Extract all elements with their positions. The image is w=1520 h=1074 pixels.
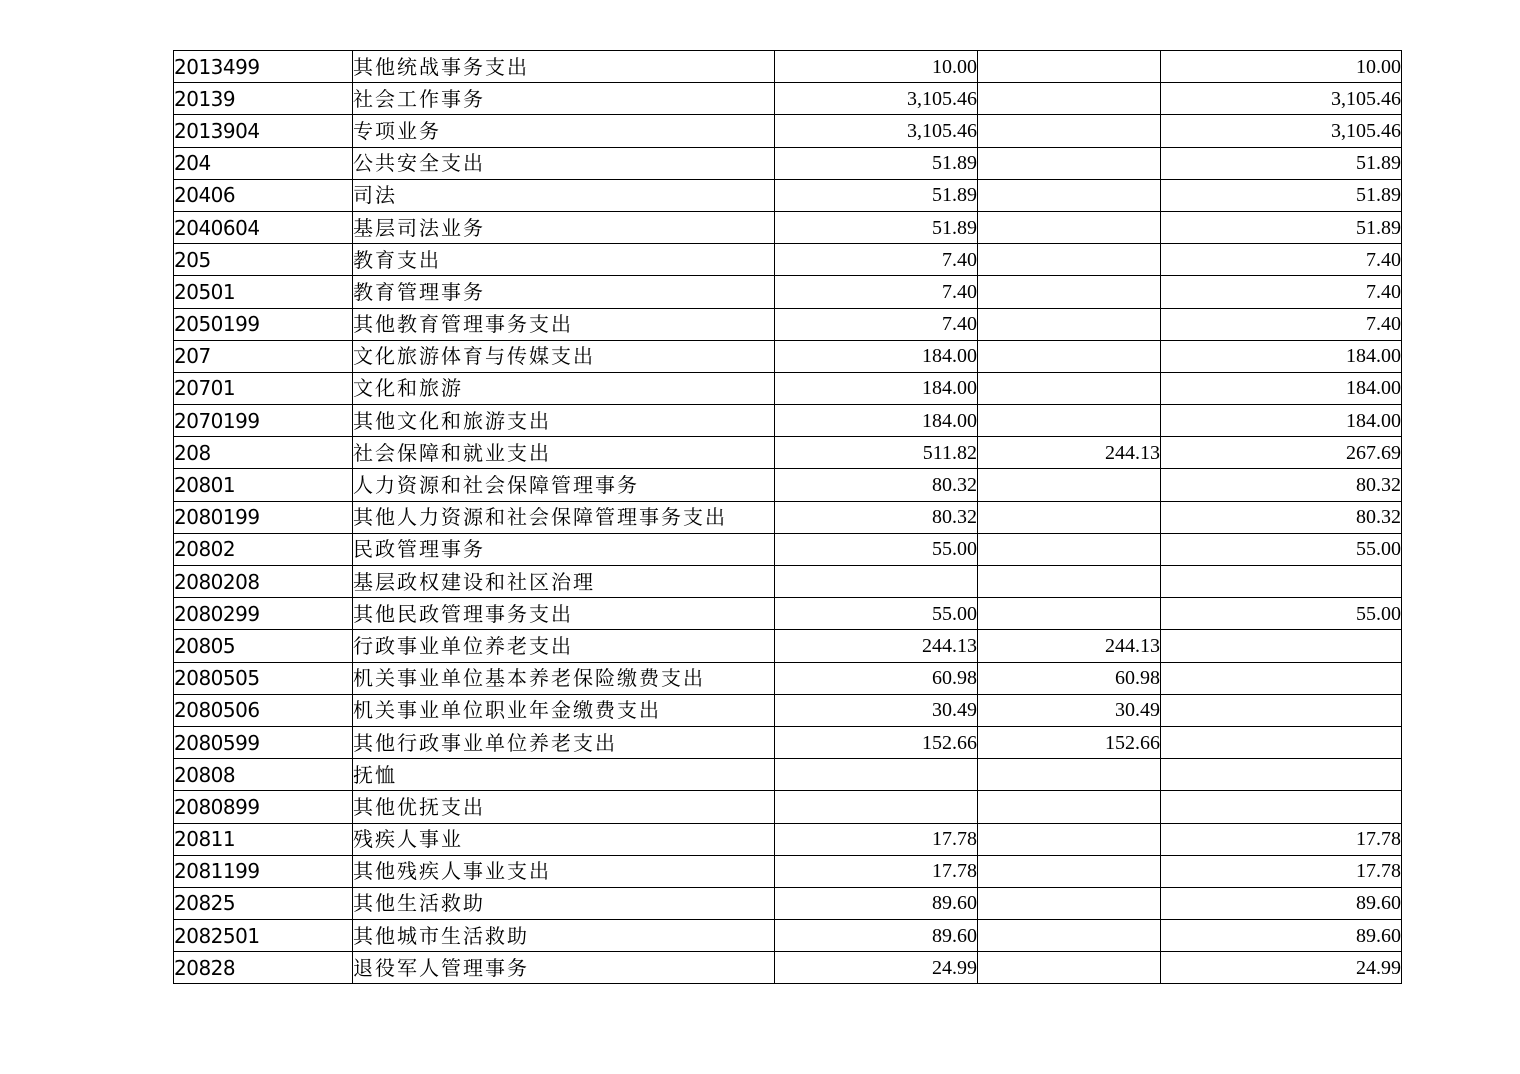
total-amount-cell: 55.00	[775, 598, 978, 630]
name-cell: 其他文化和旅游支出	[353, 405, 775, 437]
name-cell: 民政管理事务	[353, 533, 775, 565]
table-row	[174, 533, 1402, 565]
project-expenditure-cell	[1161, 791, 1402, 823]
name-cell: 行政事业单位养老支出	[353, 630, 775, 662]
project-expenditure-cell: 80.32	[1161, 469, 1402, 501]
table-row	[174, 51, 1402, 83]
table-row	[174, 566, 1402, 598]
table-row	[174, 662, 1402, 694]
table-row	[174, 179, 1402, 211]
basic-expenditure-cell	[978, 791, 1161, 823]
project-expenditure-cell	[1161, 630, 1402, 662]
code-cell: 2082501	[174, 920, 353, 952]
project-expenditure-cell: 89.60	[1161, 920, 1402, 952]
table-row	[174, 855, 1402, 887]
basic-expenditure-cell	[978, 759, 1161, 791]
total-amount-cell: 3,105.46	[775, 115, 978, 147]
name-cell: 基层司法业务	[353, 211, 775, 243]
code-cell: 2080299	[174, 598, 353, 630]
project-expenditure-cell: 51.89	[1161, 211, 1402, 243]
code-cell: 2081199	[174, 855, 353, 887]
project-expenditure-cell: 267.69	[1161, 437, 1402, 469]
name-cell: 教育管理事务	[353, 276, 775, 308]
total-amount-cell	[775, 759, 978, 791]
total-amount-cell: 7.40	[775, 308, 978, 340]
name-cell: 公共安全支出	[353, 147, 775, 179]
basic-expenditure-cell: 244.13	[978, 630, 1161, 662]
basic-expenditure-cell	[978, 211, 1161, 243]
basic-expenditure-cell	[978, 115, 1161, 147]
basic-expenditure-cell	[978, 372, 1161, 404]
project-expenditure-cell: 3,105.46	[1161, 83, 1402, 115]
name-cell: 其他生活救助	[353, 887, 775, 919]
basic-expenditure-cell	[978, 501, 1161, 533]
table-body	[174, 51, 1402, 984]
code-cell: 2080505	[174, 662, 353, 694]
table-row	[174, 694, 1402, 726]
total-amount-cell: 30.49	[775, 694, 978, 726]
table-row	[174, 340, 1402, 372]
basic-expenditure-cell	[978, 533, 1161, 565]
code-cell: 2040604	[174, 211, 353, 243]
project-expenditure-cell: 55.00	[1161, 533, 1402, 565]
total-amount-cell: 80.32	[775, 469, 978, 501]
total-amount-cell: 89.60	[775, 920, 978, 952]
total-amount-cell: 24.99	[775, 952, 978, 984]
code-cell: 2080208	[174, 566, 353, 598]
table-row	[174, 244, 1402, 276]
project-expenditure-cell: 51.89	[1161, 147, 1402, 179]
basic-expenditure-cell	[978, 920, 1161, 952]
code-cell: 20406	[174, 179, 353, 211]
total-amount-cell: 3,105.46	[775, 83, 978, 115]
table-row	[174, 83, 1402, 115]
basic-expenditure-cell	[978, 308, 1161, 340]
total-amount-cell	[775, 791, 978, 823]
basic-expenditure-cell	[978, 147, 1161, 179]
table-row	[174, 726, 1402, 758]
project-expenditure-cell: 7.40	[1161, 308, 1402, 340]
code-cell: 205	[174, 244, 353, 276]
code-cell: 2080199	[174, 501, 353, 533]
project-expenditure-cell: 51.89	[1161, 179, 1402, 211]
total-amount-cell: 7.40	[775, 244, 978, 276]
basic-expenditure-cell	[978, 179, 1161, 211]
project-expenditure-cell	[1161, 662, 1402, 694]
total-amount-cell: 51.89	[775, 179, 978, 211]
table-row	[174, 759, 1402, 791]
name-cell: 机关事业单位基本养老保险缴费支出	[353, 662, 775, 694]
total-amount-cell: 184.00	[775, 405, 978, 437]
code-cell: 20701	[174, 372, 353, 404]
name-cell: 社会工作事务	[353, 83, 775, 115]
basic-expenditure-cell	[978, 244, 1161, 276]
table-row	[174, 887, 1402, 919]
name-cell: 文化和旅游	[353, 372, 775, 404]
name-cell: 其他统战事务支出	[353, 51, 775, 83]
code-cell: 2080506	[174, 694, 353, 726]
table-row	[174, 308, 1402, 340]
project-expenditure-cell	[1161, 726, 1402, 758]
basic-expenditure-cell: 152.66	[978, 726, 1161, 758]
budget-expenditure-table	[173, 50, 1402, 984]
total-amount-cell: 60.98	[775, 662, 978, 694]
code-cell: 2013904	[174, 115, 353, 147]
project-expenditure-cell: 184.00	[1161, 340, 1402, 372]
code-cell: 2050199	[174, 308, 353, 340]
code-cell: 20802	[174, 533, 353, 565]
basic-expenditure-cell	[978, 51, 1161, 83]
total-amount-cell: 89.60	[775, 887, 978, 919]
name-cell: 社会保障和就业支出	[353, 437, 775, 469]
project-expenditure-cell: 89.60	[1161, 887, 1402, 919]
total-amount-cell	[775, 566, 978, 598]
name-cell: 教育支出	[353, 244, 775, 276]
project-expenditure-cell: 3,105.46	[1161, 115, 1402, 147]
name-cell: 其他行政事业单位养老支出	[353, 726, 775, 758]
table-row	[174, 147, 1402, 179]
name-cell: 残疾人事业	[353, 823, 775, 855]
basic-expenditure-cell: 30.49	[978, 694, 1161, 726]
project-expenditure-cell: 7.40	[1161, 244, 1402, 276]
project-expenditure-cell: 24.99	[1161, 952, 1402, 984]
table-row	[174, 598, 1402, 630]
project-expenditure-cell	[1161, 566, 1402, 598]
table-row	[174, 469, 1402, 501]
project-expenditure-cell: 184.00	[1161, 372, 1402, 404]
total-amount-cell: 184.00	[775, 340, 978, 372]
name-cell: 人力资源和社会保障管理事务	[353, 469, 775, 501]
basic-expenditure-cell	[978, 887, 1161, 919]
code-cell: 20139	[174, 83, 353, 115]
code-cell: 20805	[174, 630, 353, 662]
code-cell: 20501	[174, 276, 353, 308]
basic-expenditure-cell	[978, 855, 1161, 887]
table-row	[174, 276, 1402, 308]
total-amount-cell: 51.89	[775, 147, 978, 179]
project-expenditure-cell	[1161, 759, 1402, 791]
total-amount-cell: 51.89	[775, 211, 978, 243]
code-cell: 2013499	[174, 51, 353, 83]
total-amount-cell: 184.00	[775, 372, 978, 404]
project-expenditure-cell: 10.00	[1161, 51, 1402, 83]
total-amount-cell: 244.13	[775, 630, 978, 662]
total-amount-cell: 511.82	[775, 437, 978, 469]
basic-expenditure-cell	[978, 83, 1161, 115]
code-cell: 2080599	[174, 726, 353, 758]
basic-expenditure-cell	[978, 340, 1161, 372]
table-row	[174, 211, 1402, 243]
code-cell: 20825	[174, 887, 353, 919]
code-cell: 20811	[174, 823, 353, 855]
basic-expenditure-cell	[978, 566, 1161, 598]
name-cell: 专项业务	[353, 115, 775, 147]
total-amount-cell: 17.78	[775, 823, 978, 855]
total-amount-cell: 7.40	[775, 276, 978, 308]
table-row	[174, 115, 1402, 147]
code-cell: 204	[174, 147, 353, 179]
name-cell: 其他教育管理事务支出	[353, 308, 775, 340]
code-cell: 208	[174, 437, 353, 469]
table-row	[174, 630, 1402, 662]
code-cell: 20801	[174, 469, 353, 501]
total-amount-cell: 10.00	[775, 51, 978, 83]
name-cell: 其他人力资源和社会保障管理事务支出	[353, 501, 775, 533]
total-amount-cell: 80.32	[775, 501, 978, 533]
table-row	[174, 952, 1402, 984]
code-cell: 20808	[174, 759, 353, 791]
table-row	[174, 501, 1402, 533]
name-cell: 基层政权建设和社区治理	[353, 566, 775, 598]
table-row	[174, 372, 1402, 404]
project-expenditure-cell: 184.00	[1161, 405, 1402, 437]
total-amount-cell: 17.78	[775, 855, 978, 887]
code-cell: 2070199	[174, 405, 353, 437]
name-cell: 司法	[353, 179, 775, 211]
table-row	[174, 823, 1402, 855]
code-cell: 20828	[174, 952, 353, 984]
project-expenditure-cell	[1161, 694, 1402, 726]
project-expenditure-cell: 7.40	[1161, 276, 1402, 308]
project-expenditure-cell: 55.00	[1161, 598, 1402, 630]
name-cell: 其他残疾人事业支出	[353, 855, 775, 887]
table-row	[174, 405, 1402, 437]
project-expenditure-cell: 17.78	[1161, 855, 1402, 887]
code-cell: 2080899	[174, 791, 353, 823]
basic-expenditure-cell: 60.98	[978, 662, 1161, 694]
name-cell: 机关事业单位职业年金缴费支出	[353, 694, 775, 726]
basic-expenditure-cell	[978, 469, 1161, 501]
basic-expenditure-cell: 244.13	[978, 437, 1161, 469]
basic-expenditure-cell	[978, 952, 1161, 984]
basic-expenditure-cell	[978, 276, 1161, 308]
name-cell: 抚恤	[353, 759, 775, 791]
name-cell: 其他民政管理事务支出	[353, 598, 775, 630]
name-cell: 文化旅游体育与传媒支出	[353, 340, 775, 372]
table-row	[174, 791, 1402, 823]
table-row	[174, 437, 1402, 469]
project-expenditure-cell: 80.32	[1161, 501, 1402, 533]
basic-expenditure-cell	[978, 405, 1161, 437]
basic-expenditure-cell	[978, 598, 1161, 630]
basic-expenditure-cell	[978, 823, 1161, 855]
name-cell: 其他城市生活救助	[353, 920, 775, 952]
total-amount-cell: 152.66	[775, 726, 978, 758]
project-expenditure-cell: 17.78	[1161, 823, 1402, 855]
name-cell: 退役军人管理事务	[353, 952, 775, 984]
table-row	[174, 920, 1402, 952]
code-cell: 207	[174, 340, 353, 372]
total-amount-cell: 55.00	[775, 533, 978, 565]
name-cell: 其他优抚支出	[353, 791, 775, 823]
